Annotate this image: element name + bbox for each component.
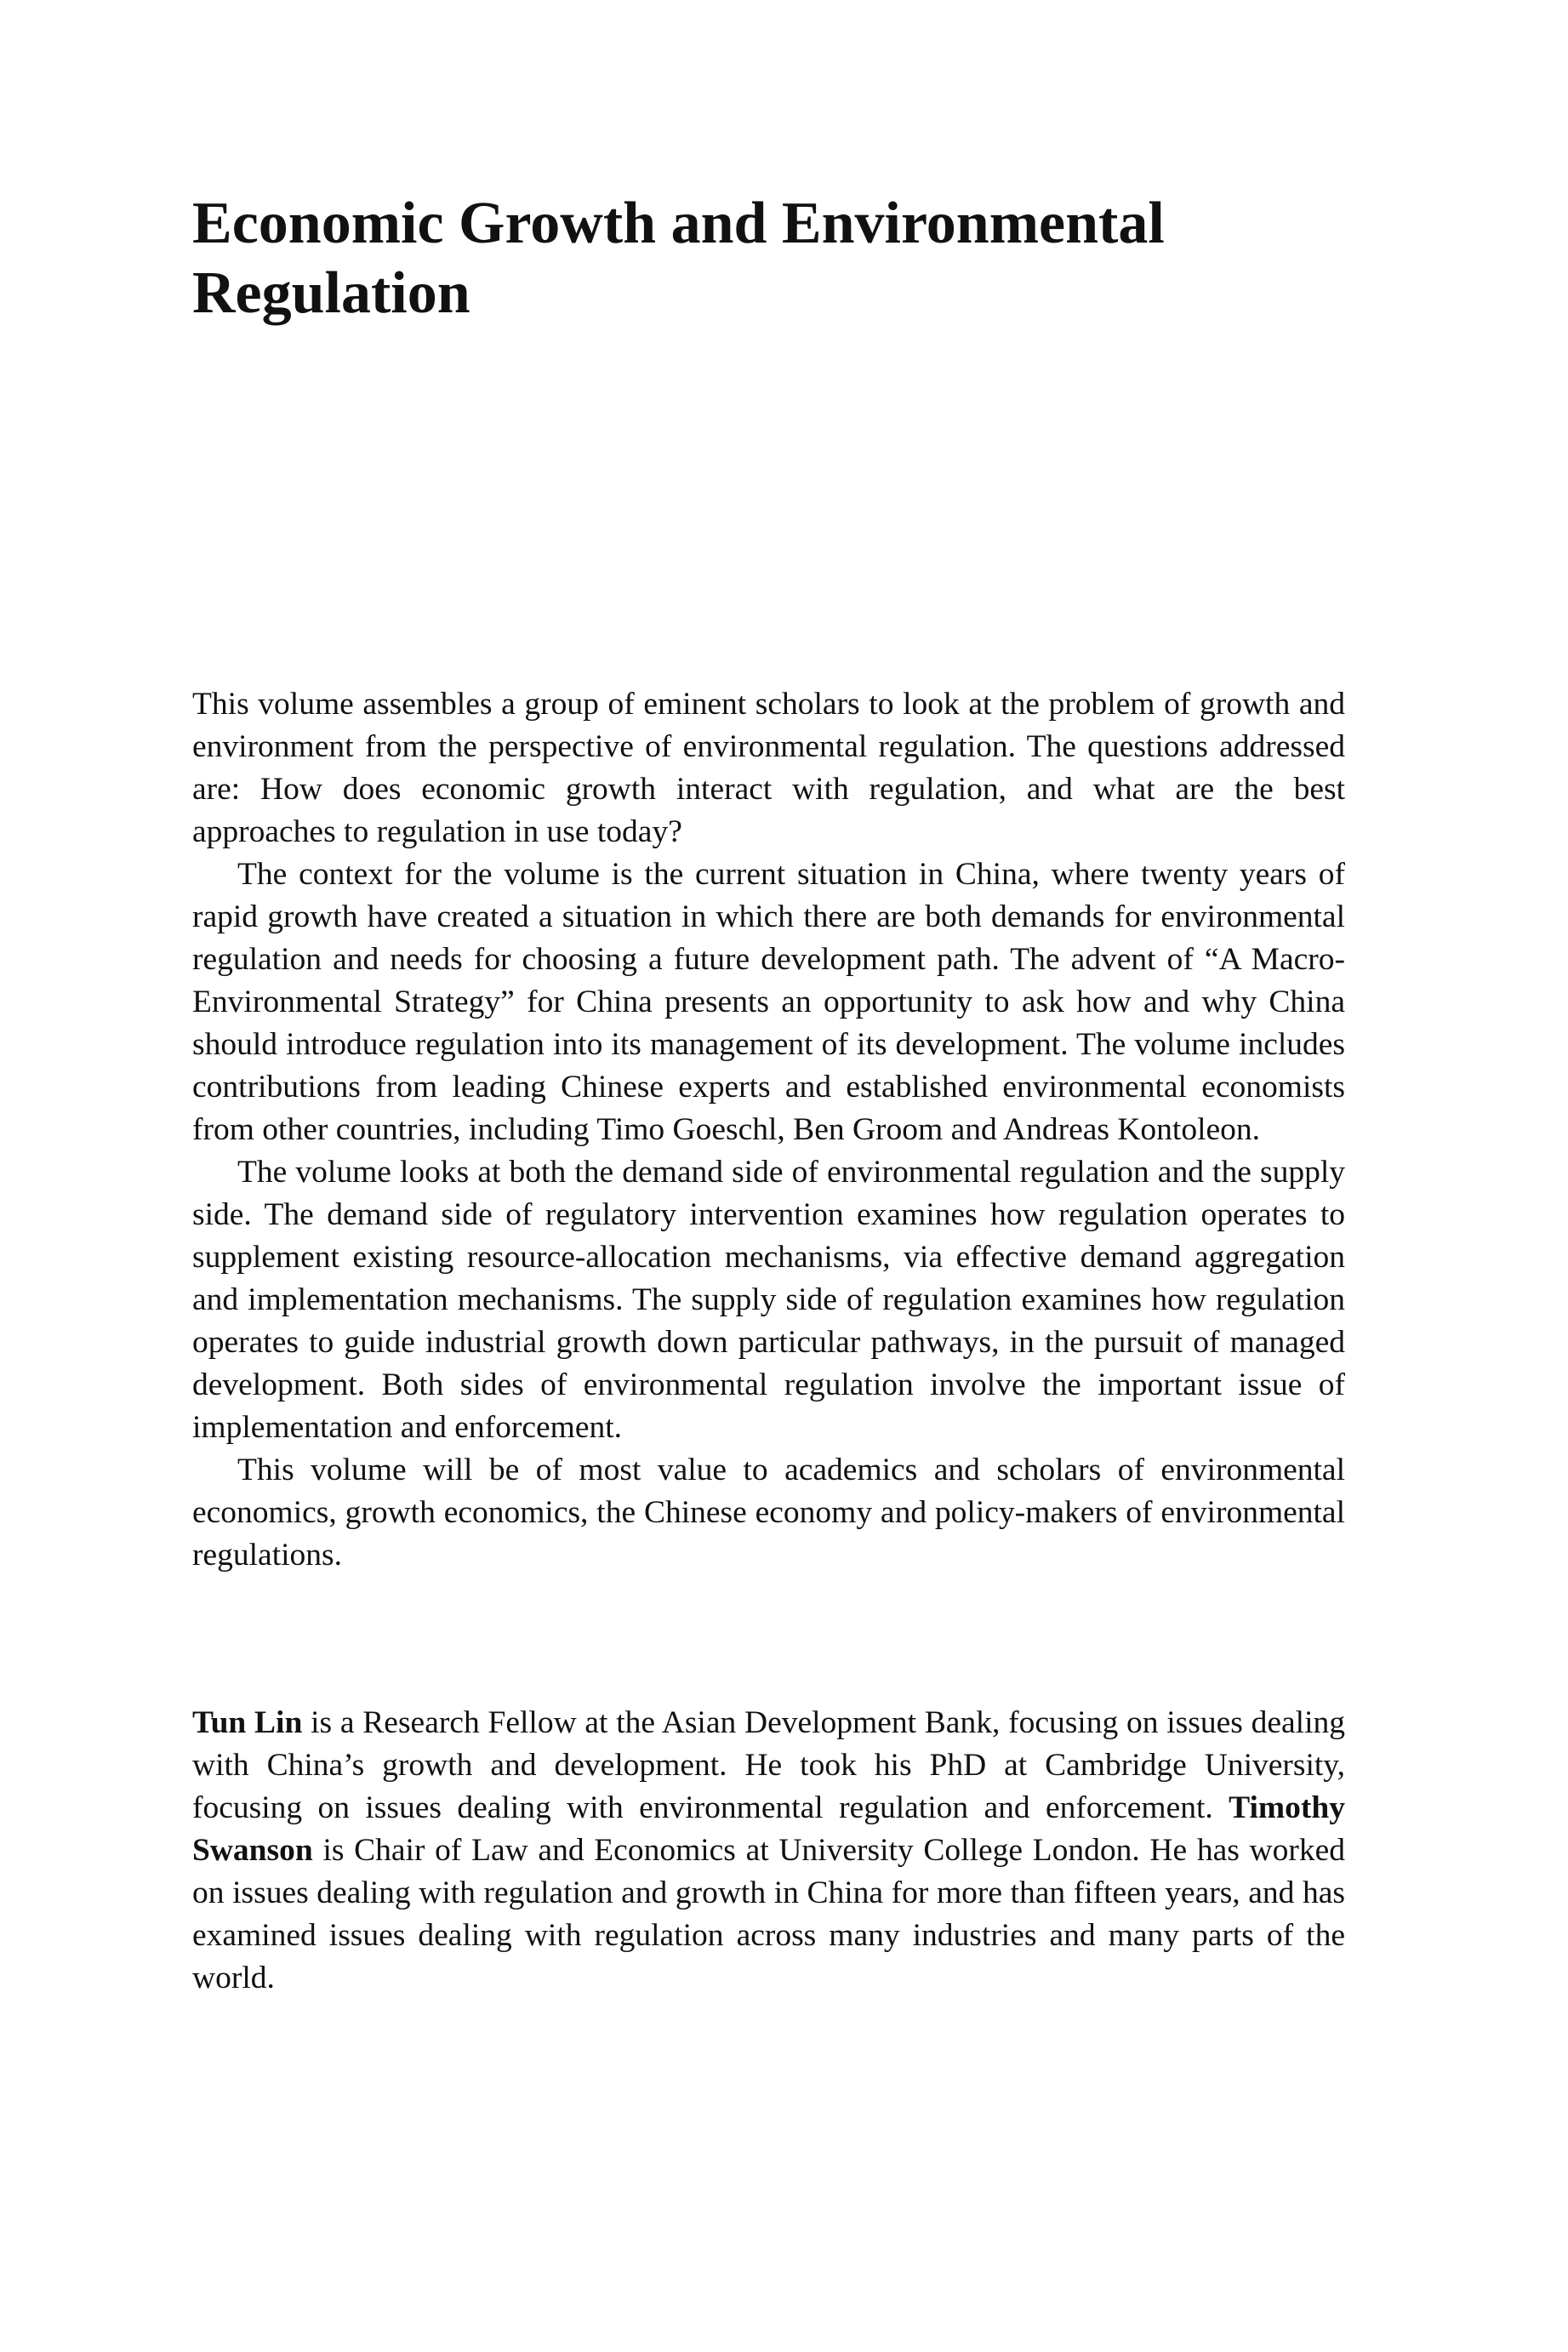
page-title-line-1: Economic Growth and Environmental	[192, 191, 1165, 256]
author-bios	[192, 1702, 1345, 2000]
author-name-1: Tun Lin	[192, 1705, 303, 1740]
page-title-line-2: Regulation	[192, 260, 470, 326]
description-paragraph-1: This volume assembles a group of eminent scholars to look at the problem of growth and environment from the perspective of environmental regulation. The questions addressed are: How does economic growth interact with regulation, and what are the best approaches to regulation in use today?	[192, 687, 1345, 849]
author-bio-1: is a Research Fellow at the Asian Development Bank, focusing on issues dealing with China’s growth and development. He took his PhD at Cambridge University, focusing on issues dealing with environmental regulation and enforcement.	[192, 1705, 1345, 1825]
page-title	[192, 189, 1417, 328]
author-name-2: Timothy Swanson	[192, 1790, 1345, 1868]
author-bio-2: is Chair of Law and Economics at University College London. He has worked on issues dealing with regulation and growth in China for more than fifteen years, and has examined issues dealing with regulation across many industries and many parts of the world.	[192, 1833, 1345, 1995]
description-paragraph-3: The volume looks at both the demand side of environmental regulation and the supply side. The demand side of regulatory intervention examines how regulation operates to supplement existing resource-allocation mechanisms, via effective demand aggregation and implementation mechanisms. The supply side of regulation examines how regulation operates to guide industrial growth down particular pathways, in the pursuit of managed development. Both sides of environmental regulation involve the important issue of implementation and enforcement.	[192, 1155, 1345, 1445]
description-paragraph-4: This volume will be of most value to academics and scholars of environmental economics, growth economics, the Chinese economy and policy-makers of environmental regulations.	[192, 1453, 1345, 1573]
description-paragraph-2: The context for the volume is the current situation in China, where twenty years of rapid growth have created a situation in which there are both demands for environmental regulation and needs for choosing a future development path. The advent of “A Macro-Environmental Strategy” for China presents an opportunity to ask how and why China should introduce regulation into its management of its development. The volume includes contributions from leading Chinese experts and established environmental economists from other countries, including Timo Goeschl, Ben Groom and Andreas Kontoleon.	[192, 857, 1345, 1147]
author-bio-paragraph	[192, 1702, 1345, 2000]
book-description	[192, 683, 1345, 1577]
